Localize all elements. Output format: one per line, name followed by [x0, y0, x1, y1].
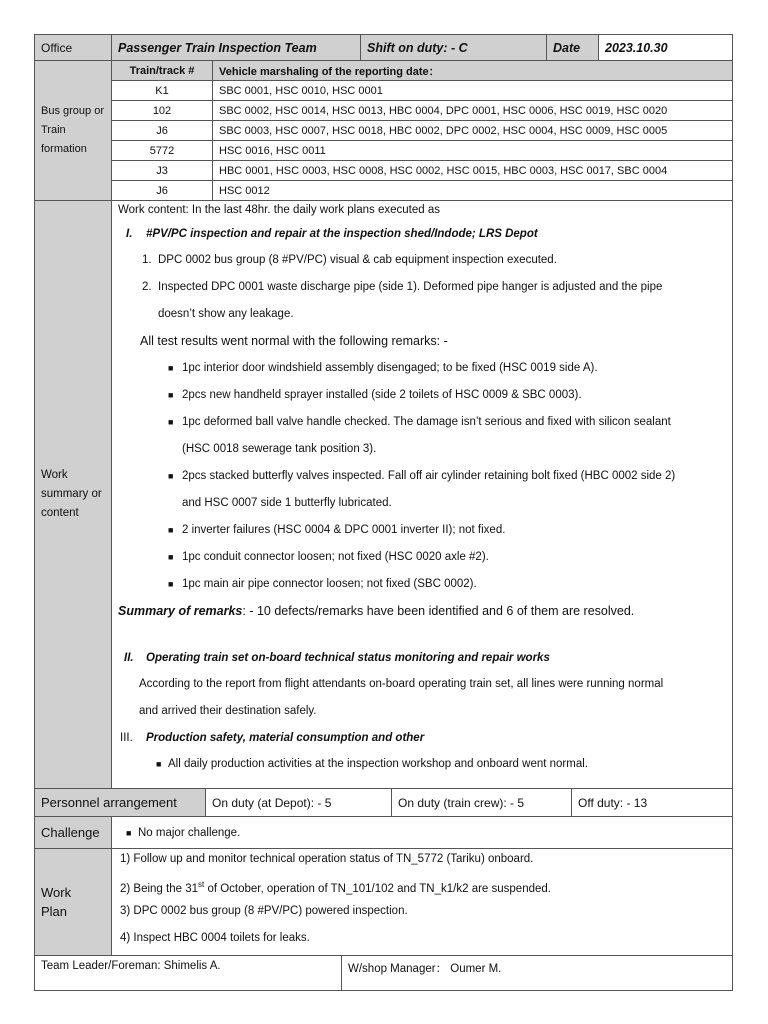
remark-1: 1pc interior door windshield assembly disengaged; to be fixed (HSC 0019 side A). — [182, 362, 598, 374]
all-normal-text: All test results went normal with the following remarks: - — [140, 334, 448, 348]
train-cell: J6 — [112, 121, 213, 141]
personnel-label: Personnel arrangement — [35, 789, 206, 817]
challenge-text: No major challenge. — [138, 826, 241, 839]
work-content — [112, 201, 733, 789]
challenge-table — [34, 816, 733, 849]
signoff-table — [34, 955, 733, 991]
plan-item-1: 1) Follow up and monitor technical operation status of TN_5772 (Tariku) onboard. — [120, 853, 534, 865]
section-3-number: III. — [120, 732, 133, 744]
table-row — [35, 161, 733, 181]
bullet-icon: ■ — [168, 363, 174, 373]
col-header-train: Train/track # — [112, 61, 213, 81]
formation-side-label: Bus group or Train formation — [35, 61, 112, 201]
list-item — [112, 463, 732, 490]
formation-table — [34, 60, 733, 201]
section-1-title: #PV/PC inspection and repair at the inspection shed/Indode; LRS Depot — [146, 228, 538, 240]
report-document — [34, 34, 732, 991]
bullet-icon: ■ — [156, 759, 162, 769]
office-label: Office — [35, 35, 112, 61]
summary-label: Summary of remarks — [118, 604, 243, 618]
table-row — [35, 101, 733, 121]
table-row — [35, 121, 733, 141]
remark-3-a: 1pc deformed ball valve handle checked. The damage isn’t serious and fixed with silicon sealant — [182, 416, 671, 428]
bullet-icon: ■ — [168, 525, 174, 535]
table-row — [35, 181, 733, 201]
off-duty: Off duty: - 13 — [572, 789, 733, 817]
plan-item-2: 2) Being the 31st of October, operation of TN_101/102 and TN_k1/k2 are suspended. — [120, 880, 551, 895]
header-table — [34, 34, 733, 61]
list-item — [112, 517, 732, 544]
vehicles-cell: SBC 0002, HSC 0014, HSC 0013, HBC 0004, DPC 0001, HSC 0006, HSC 0019, HSC 0020 — [213, 101, 733, 121]
item-2-text-a: Inspected DPC 0001 waste discharge pipe (side 1). Deformed pipe hanger is adjusted and the pipe — [158, 281, 663, 293]
table-row — [35, 141, 733, 161]
vehicles-cell: SBC 0003, HSC 0007, HSC 0018, HBC 0002, DPC 0002, HSC 0004, HSC 0009, HSC 0005 — [213, 121, 733, 141]
personnel-table — [34, 788, 733, 817]
section-2-number: II. — [124, 652, 134, 664]
work-plan-label: Work Plan — [35, 849, 112, 956]
bullet-icon: ■ — [168, 579, 174, 589]
vehicles-cell: HSC 0016, HSC 0011 — [213, 141, 733, 161]
list-item: 2. Inspected DPC 0001 waste discharge pipe (side 1). Deformed pipe hanger is adjusted and the pipe — [142, 281, 663, 293]
section-2-text-b: and arrived their destination safely. — [139, 705, 317, 717]
section-3-item: All daily production activities at the inspection workshop and onboard went normal. — [168, 758, 588, 770]
bullet-icon: ■ — [168, 471, 174, 481]
date-value: 2023.10.30 — [599, 35, 733, 61]
list-item — [112, 382, 732, 409]
remark-2: 2pcs new handheld sprayer installed (side 2 toilets of HSC 0009 & SBC 0003). — [182, 389, 582, 401]
challenge-content — [112, 817, 733, 849]
work-summary-table — [34, 200, 733, 789]
col-header-vehicle: Vehicle marshaling of the reporting date： — [213, 61, 733, 81]
remark-7: 1pc main air pipe connector loosen; not fixed (SBC 0002). — [182, 578, 477, 590]
challenge-label: Challenge — [35, 817, 112, 849]
section-3-title: Production safety, material consumption and other — [146, 732, 425, 744]
section-1-number: I. — [126, 228, 133, 240]
summary-of-remarks — [112, 598, 732, 625]
vehicles-cell: HSC 0012 — [213, 181, 733, 201]
list-item: 1. DPC 0002 bus group (8 #PV/PC) visual & cab equipment inspection executed. — [142, 254, 557, 266]
summary-text: : - 10 defects/remarks have been identified and 6 of them are resolved. — [242, 604, 635, 618]
train-cell: J3 — [112, 161, 213, 181]
remark-6: 1pc conduit connector loosen; not fixed (HSC 0020 axle #2). — [182, 551, 489, 563]
work-plan-table — [34, 848, 733, 956]
train-cell: 5772 — [112, 141, 213, 161]
list-item — [112, 571, 732, 598]
workshop-manager: W/shop Manager： Oumer M. — [342, 956, 733, 991]
on-duty-depot: On duty (at Depot): - 5 — [206, 789, 392, 817]
plan-item-4: 4) Inspect HBC 0004 toilets for leaks. — [120, 932, 310, 944]
vehicles-cell: HBC 0001, HSC 0003, HSC 0008, HSC 0002, HSC 0015, HBC 0003, HSC 0017, SBC 0004 — [213, 161, 733, 181]
bullet-icon: ■ — [168, 417, 174, 427]
list-item — [112, 751, 732, 777]
bullet-icon: ■ — [126, 827, 132, 838]
section-2-title: Operating train set on-board technical status monitoring and repair works — [146, 652, 550, 664]
list-item — [112, 355, 732, 382]
date-label: Date — [547, 35, 599, 61]
work-side-label: Work summary or content — [35, 201, 112, 789]
remark-4-b: and HSC 0007 side 1 butterfly lubricated. — [182, 497, 392, 509]
team-name: Passenger Train Inspection Team — [112, 35, 361, 61]
on-duty-crew: On duty (train crew): - 5 — [392, 789, 572, 817]
list-item — [112, 409, 732, 436]
vehicles-cell: SBC 0001, HSC 0010, HSC 0001 — [213, 81, 733, 101]
list-item — [112, 544, 732, 571]
work-plan-content — [112, 849, 733, 956]
train-cell: 102 — [112, 101, 213, 121]
bullet-icon: ■ — [168, 552, 174, 562]
remark-4-a: 2pcs stacked butterfly valves inspected. Fall off air cylinder retaining bolt fixed (HBC 0002 side 2) — [182, 470, 676, 482]
remark-3-b: (HSC 0018 sewerage tank position 3). — [182, 443, 377, 455]
item-1-text: DPC 0002 bus group (8 #PV/PC) visual & cab equipment inspection executed. — [158, 254, 557, 266]
shift-on-duty: Shift on duty: - C — [361, 35, 547, 61]
item-2-text-b: doesn’t show any leakage. — [158, 308, 294, 320]
work-intro: Work content: In the last 48hr. the daily work plans executed as — [118, 204, 440, 216]
train-cell: K1 — [112, 81, 213, 101]
bullet-icon: ■ — [168, 390, 174, 400]
section-2-text-a: According to the report from flight attendants on-board operating train set, all lines were running normal — [139, 678, 664, 690]
table-row — [35, 81, 733, 101]
remark-5: 2 inverter failures (HSC 0004 & DPC 0001 inverter II); not fixed. — [182, 524, 506, 536]
train-cell: J6 — [112, 181, 213, 201]
plan-item-3: 3) DPC 0002 bus group (8 #PV/PC) powered inspection. — [120, 905, 408, 917]
team-leader: Team Leader/Foreman: Shimelis A. — [35, 956, 342, 991]
